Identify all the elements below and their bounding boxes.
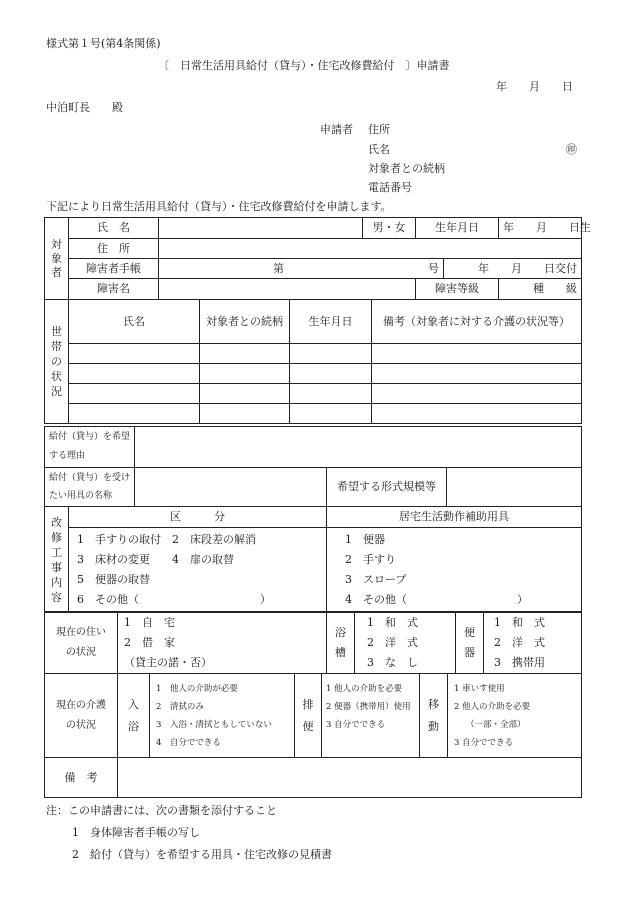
spec-input[interactable] — [447, 468, 582, 507]
mobility-label-cell — [420, 674, 448, 758]
subject-table — [44, 217, 591, 300]
household-cell[interactable] — [69, 344, 200, 364]
handbook-no-suffix: 号 — [428, 261, 439, 275]
subject-name-input[interactable] — [159, 218, 363, 239]
notes-item: 1 身体障害者手帳の写し — [72, 826, 200, 839]
subject-section-cell — [45, 218, 69, 300]
category-option[interactable]: 1 手すりの取付 2 床段差の解消 — [77, 533, 256, 546]
handbook-number-field[interactable] — [159, 259, 444, 279]
household-section-label: 世帯の状況 — [51, 325, 62, 398]
item-name-input[interactable] — [135, 468, 327, 507]
toilet-option[interactable]: 1 和 式 — [494, 615, 545, 629]
household-cell[interactable] — [290, 404, 372, 424]
bathing-label: 入浴 — [128, 697, 139, 733]
applicant-address-label: 住所 — [368, 123, 390, 136]
bathing-option[interactable]: 4 自分でできる — [156, 737, 221, 748]
mobility-options[interactable] — [448, 674, 582, 758]
bath-label-cell — [327, 612, 355, 674]
excretion-option[interactable]: 3 自分でできる — [326, 720, 386, 730]
bath-option[interactable]: 3 な し — [367, 655, 418, 669]
renovation-section-cell — [45, 507, 69, 613]
addressee: 中泊町長 殿 — [46, 101, 123, 114]
excretion-option[interactable]: 2 便器（携帯用）使用 — [326, 702, 411, 712]
item-name-label: 給付（貸与）を受けたい用具の名称 — [45, 468, 135, 507]
remarks-table — [44, 757, 582, 798]
reason-label: 給付（貸与）を希望する理由 — [45, 427, 135, 468]
residence-option[interactable]: （貸主の諾・否） — [124, 655, 212, 669]
mobility-option[interactable]: 3 自分でできる — [454, 737, 514, 748]
bathing-option[interactable]: 3 入浴・清拭ともしていない — [156, 719, 272, 730]
applicant-label: 申請者 — [320, 123, 353, 136]
household-col-relation: 対象者との続柄 — [200, 300, 290, 344]
notes-item: 2 給付（貸与）を希望する用具・住宅改修の見積書 — [72, 848, 332, 861]
household-cell[interactable] — [372, 344, 582, 364]
bathing-option[interactable]: 1 他人の介助が必要 — [156, 683, 238, 694]
form-title: 〔 日常生活用具給付（貸与）・住宅改修費給付 〕申請書 — [158, 59, 450, 72]
reason-input[interactable] — [135, 427, 582, 468]
excretion-label-cell — [295, 674, 322, 758]
household-cell[interactable] — [290, 384, 372, 404]
disability-name-input[interactable] — [159, 279, 416, 300]
residence-label: 現在の住いの状況 — [45, 612, 118, 674]
bathing-options[interactable] — [150, 674, 295, 758]
spec-label: 希望する形式規模等 — [327, 468, 447, 507]
notes-title: 注：この申請書には、次の書類を添付すること — [46, 804, 277, 817]
category-options[interactable] — [69, 528, 327, 613]
excretion-option[interactable]: 1 他人の介助を必要 — [326, 684, 403, 694]
remarks-label: 備 考 — [45, 758, 118, 798]
application-date: 年 月 日 — [496, 80, 573, 93]
mobility-label: 移動 — [428, 697, 439, 733]
residence-options[interactable] — [118, 612, 327, 674]
aids-option[interactable]: 3 スロープ — [345, 573, 407, 586]
residence-option[interactable]: 2 借 家 — [124, 635, 175, 649]
household-cell[interactable] — [200, 364, 290, 384]
form-number: 様式第１号(第4条関係) — [46, 37, 161, 50]
toilet-label-cell — [456, 612, 484, 674]
household-cell[interactable] — [69, 404, 200, 424]
household-cell[interactable] — [372, 384, 582, 404]
toilet-label: 便器 — [464, 625, 475, 659]
applicant-relation-label: 対象者との続柄 — [368, 162, 445, 175]
household-section-cell — [45, 300, 69, 424]
excretion-options[interactable] — [322, 674, 420, 758]
bath-label: 浴槽 — [335, 625, 346, 659]
mobility-option[interactable]: （一部・全部） — [466, 719, 526, 730]
care-table — [44, 673, 582, 758]
bathing-label-cell — [118, 674, 150, 758]
aids-header: 居宅生活動作補助用具 — [327, 507, 582, 528]
excretion-label: 排便 — [302, 697, 314, 733]
toilet-option[interactable]: 2 洋 式 — [494, 635, 545, 649]
toilet-option[interactable]: 3 携帯用 — [494, 655, 545, 669]
household-col-notes: 備考（対象者に対する介護の状況等） — [372, 300, 582, 344]
mobility-option[interactable]: 2 他人の介助を必要 — [454, 701, 531, 712]
household-cell[interactable] — [372, 364, 582, 384]
household-cell[interactable] — [69, 364, 200, 384]
subject-name-label: 氏 名 — [69, 218, 159, 239]
handbook-no-prefix: 第 — [273, 261, 284, 275]
category-option[interactable]: 5 便器の取替 — [77, 573, 150, 586]
grade-label: 障害等級 — [416, 279, 499, 300]
disability-name-label: 障害名 — [69, 279, 159, 300]
aids-option[interactable]: 1 便器 — [345, 533, 385, 546]
residence-option[interactable]: 1 自 宅 — [124, 615, 175, 629]
bath-option[interactable]: 1 和 式 — [367, 615, 418, 629]
mobility-option[interactable]: 1 車いす使用 — [454, 683, 505, 694]
household-cell[interactable] — [69, 384, 200, 404]
category-header: 区 分 — [69, 507, 327, 528]
household-col-birth: 生年月日 — [290, 300, 372, 344]
household-cell[interactable] — [290, 364, 372, 384]
household-cell[interactable] — [200, 344, 290, 364]
intro-text: 下記により日常生活用具給付（貸与）・住宅改修費給付を申請します。 — [46, 200, 392, 213]
care-label: 現在の介護の状況 — [45, 674, 118, 758]
household-cell[interactable] — [200, 384, 290, 404]
subject-address-input[interactable] — [159, 239, 582, 259]
request-table — [44, 426, 582, 507]
household-cell[interactable] — [200, 404, 290, 424]
household-col-name: 氏名 — [69, 300, 200, 344]
renovation-table — [44, 506, 582, 613]
applicant-name-label: 氏名 — [368, 143, 390, 156]
renovation-section-label: 改修工事内容 — [51, 515, 62, 604]
toilet-options[interactable] — [484, 612, 582, 674]
aids-options[interactable] — [327, 528, 582, 613]
remarks-input[interactable] — [118, 758, 582, 798]
gender-field[interactable]: 男・女 — [363, 218, 416, 239]
subject-address-label: 住 所 — [69, 239, 159, 259]
household-table — [44, 299, 582, 424]
aids-option[interactable]: 4 その他（ ） — [345, 593, 528, 606]
seal-mark: ㊞ — [566, 143, 577, 156]
residence-table — [44, 611, 582, 674]
category-option[interactable]: 3 床材の変更 4 扉の取替 — [77, 553, 234, 566]
applicant-phone-label: 電話番号 — [368, 181, 412, 194]
household-cell[interactable] — [372, 404, 582, 424]
household-cell[interactable] — [290, 344, 372, 364]
grade-field[interactable]: 種 級 — [499, 279, 582, 300]
bath-options[interactable] — [355, 612, 456, 674]
category-option[interactable]: 6 その他（ ） — [77, 593, 271, 606]
aids-option[interactable]: 2 手すり — [345, 553, 396, 566]
bath-option[interactable]: 2 洋 式 — [367, 635, 418, 649]
birth-date-field[interactable]: 年 月 日生 — [499, 218, 582, 239]
bathing-option[interactable]: 2 清拭のみ — [156, 701, 204, 712]
handbook-label: 障害者手帳 — [69, 259, 159, 279]
subject-section-label: 対象者 — [51, 237, 62, 279]
birth-label: 生年月日 — [416, 218, 499, 239]
handbook-issue-date[interactable]: 年 月 日交付 — [444, 259, 582, 279]
